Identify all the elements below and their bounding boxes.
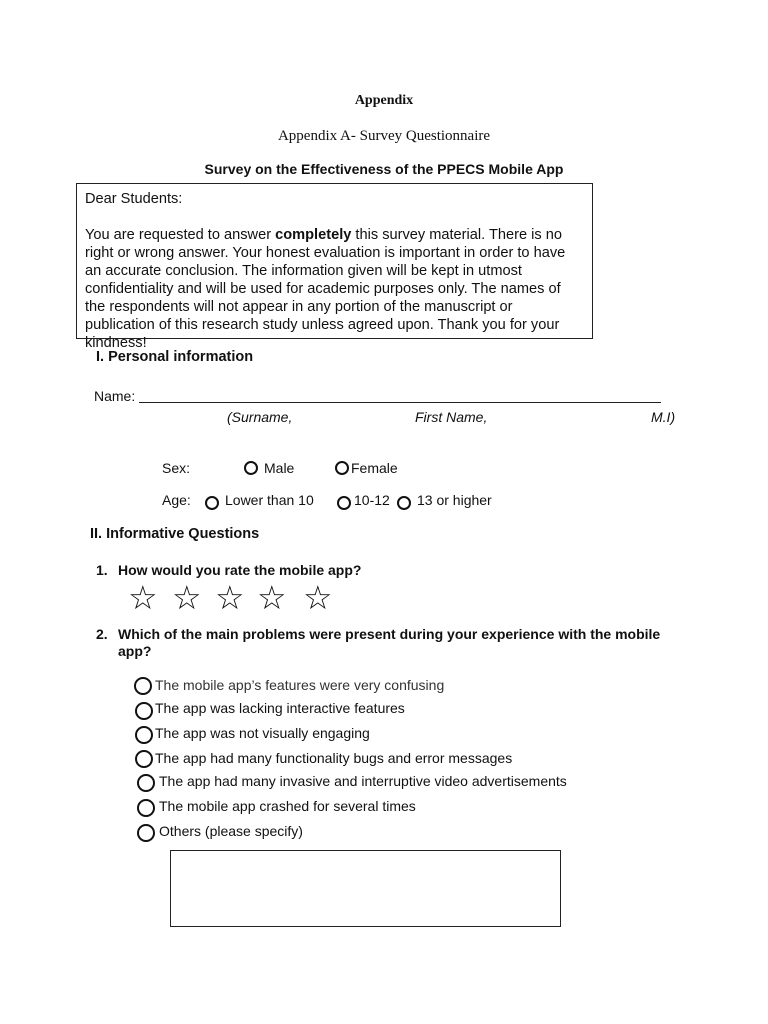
age-under-10-label: Lower than 10: [225, 492, 314, 508]
name-label: Name:: [94, 388, 136, 404]
problem-6-radio[interactable]: [137, 799, 155, 817]
others-specify-textbox[interactable]: [170, 850, 561, 927]
question-1-number: 1.: [96, 562, 108, 578]
rating-star-3-icon[interactable]: ☆: [215, 579, 245, 616]
age-10-12-label: 10-12: [354, 492, 390, 508]
problem-3-radio[interactable]: [135, 726, 153, 744]
intro-greeting: Dear Students:: [85, 191, 183, 207]
mi-hint: M.I): [651, 409, 676, 425]
age-under-10-radio[interactable]: [205, 496, 219, 510]
problem-1-radio[interactable]: [134, 677, 152, 695]
rating-star-4-icon[interactable]: ☆: [257, 579, 287, 616]
problem-2-radio[interactable]: [135, 702, 153, 720]
age-10-12-radio[interactable]: [337, 496, 351, 510]
rating-star-5-icon[interactable]: ☆: [303, 579, 333, 616]
intro-text-rest: this survey material. There is no right or wrong answer. Your honest evaluation is important in order to have an accurate conclusion. The information given will be kept in utmost confidentiality and will be used for academic purposes only. The names of the respondents will not appear in any portion of the manuscript or publication of this research study unless agreed upon. Thank you for your kindness!: [85, 227, 566, 351]
sex-label: Sex:: [162, 460, 191, 476]
problem-3-label: The app was not visually engaging: [155, 725, 370, 741]
question-2-text: Which of the main problems were present during your experience with the mobile app?: [118, 626, 661, 659]
age-label: Age:: [162, 492, 191, 508]
sex-female-label: Female: [351, 460, 398, 476]
age-13-plus-radio[interactable]: [397, 496, 411, 510]
question-2: [96, 626, 676, 659]
section-personal-heading: I. Personal information: [96, 349, 254, 365]
problem-5-radio[interactable]: [137, 774, 155, 792]
intro-paragraph: [85, 226, 582, 352]
rating-star-2-icon[interactable]: ☆: [172, 579, 202, 616]
problem-7-radio[interactable]: [137, 824, 155, 842]
sex-male-label: Male: [264, 460, 295, 476]
problem-7-label: Others (please specify): [159, 823, 303, 839]
problem-2-label: The app was lacking interactive features: [155, 700, 405, 716]
sex-male-radio[interactable]: [244, 461, 258, 475]
surname-hint: (Surname,: [227, 409, 293, 425]
rating-star-1-icon[interactable]: ☆: [128, 579, 158, 616]
first-name-hint: First Name,: [415, 409, 488, 425]
appendix-subheading: Appendix A- Survey Questionnaire: [277, 128, 491, 144]
problem-5-label: The app had many invasive and interruptive video advertisements: [159, 773, 567, 789]
sex-female-radio[interactable]: [335, 461, 349, 475]
question-1-text: How would you rate the mobile app?: [118, 562, 362, 578]
appendix-heading: Appendix: [354, 93, 414, 108]
section-informative-heading: II. Informative Questions: [90, 526, 260, 542]
name-input-line[interactable]: [139, 402, 661, 403]
intro-box: [76, 183, 593, 351]
problem-4-label: The app had many functionality bugs and error messages: [155, 750, 513, 766]
problem-1-label: The mobile app’s features were very confusing: [155, 677, 445, 693]
problem-4-radio[interactable]: [135, 750, 153, 768]
intro-emphasis: completely: [275, 227, 352, 243]
question-1: [96, 562, 696, 579]
survey-title: Survey on the Effectiveness of the PPECS Mobile App: [204, 161, 564, 177]
question-2-number: 2.: [96, 626, 108, 642]
intro-text-start: You are requested to answer: [85, 227, 276, 243]
problem-6-label: The mobile app crashed for several times: [159, 798, 416, 814]
age-13-plus-label: 13 or higher: [417, 492, 492, 508]
